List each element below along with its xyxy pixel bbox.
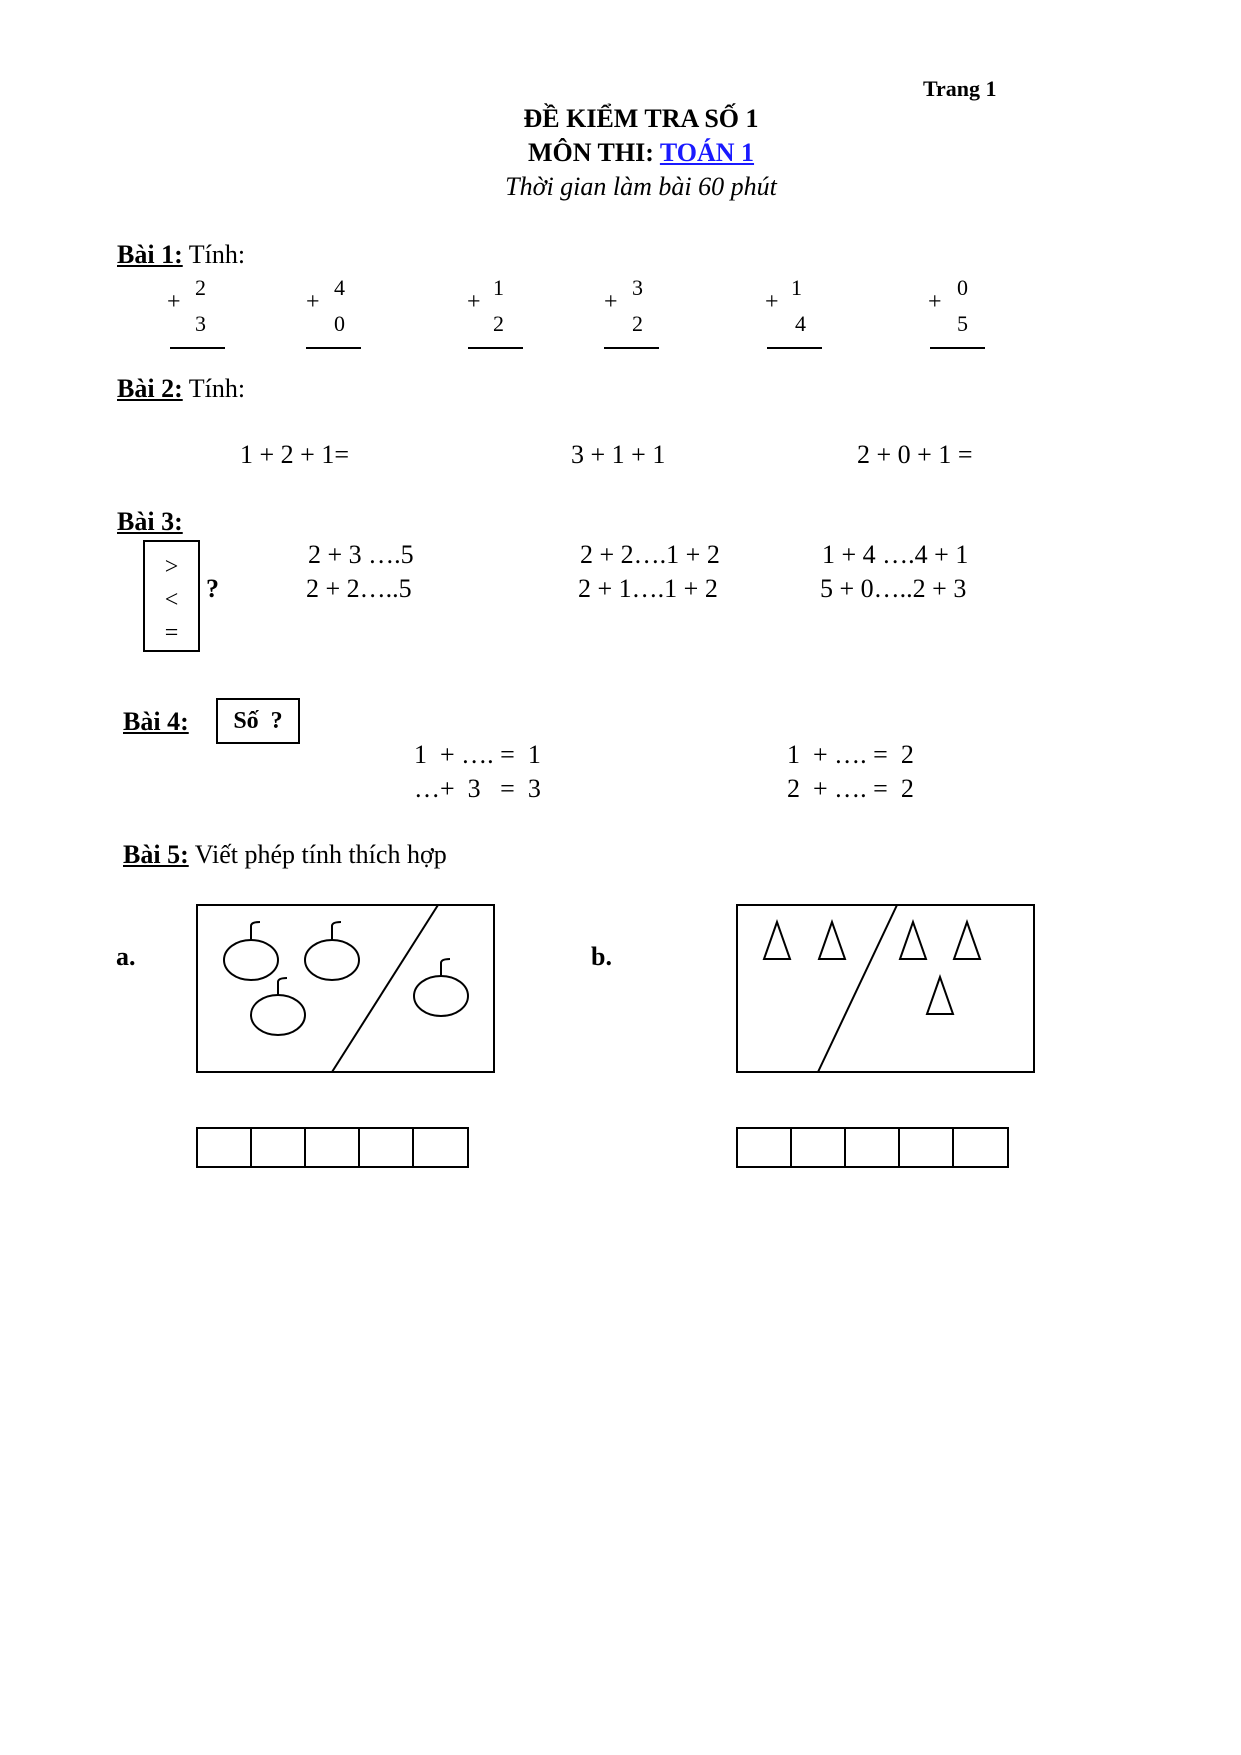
triangle-icon bbox=[954, 922, 980, 959]
addend-top: 3 bbox=[632, 275, 643, 300]
answer-line bbox=[468, 347, 523, 349]
triangle-icon bbox=[927, 977, 953, 1014]
bai2-expression: 2 + 0 + 1 = bbox=[857, 440, 973, 469]
answer-cell[interactable] bbox=[846, 1129, 900, 1166]
addend-bottom: 4 bbox=[795, 311, 806, 336]
addend-bottom: 3 bbox=[195, 311, 206, 336]
part-a-label: a. bbox=[116, 942, 136, 971]
addend-bottom: 2 bbox=[493, 311, 504, 336]
bai2-expression: 3 + 1 + 1 bbox=[571, 440, 666, 469]
bai2-instruction: Tính: bbox=[182, 374, 246, 403]
bai1-instruction: Tính: bbox=[182, 240, 246, 269]
triangle-icon bbox=[764, 922, 790, 959]
addend-top: 0 bbox=[957, 275, 968, 300]
addend-bottom: 5 bbox=[957, 311, 968, 336]
plus-sign: + bbox=[306, 289, 320, 315]
apples-picture bbox=[196, 904, 496, 1074]
answer-box-b[interactable] bbox=[736, 1127, 1009, 1168]
answer-line bbox=[170, 347, 225, 349]
plus-sign: + bbox=[167, 289, 181, 315]
answer-box-a[interactable] bbox=[196, 1127, 469, 1168]
subject-line bbox=[0, 138, 1241, 168]
fill-blank-equation: 1 + …. = 1 bbox=[414, 740, 541, 769]
greater-than-symbol: > bbox=[164, 554, 179, 580]
bai2-heading bbox=[117, 374, 245, 404]
answer-line bbox=[930, 347, 985, 349]
triangle-icon bbox=[819, 922, 845, 959]
bai5-instruction: Viết phép tính thích hợp bbox=[188, 840, 447, 869]
divider-line bbox=[332, 905, 438, 1072]
comparison-item: 1 + 4 ….4 + 1 bbox=[822, 540, 969, 569]
number-prompt-box: Số ? bbox=[216, 698, 300, 744]
bai1-heading bbox=[117, 240, 245, 270]
fill-blank-equation: …+ 3 = 3 bbox=[414, 774, 541, 803]
bai2-expression: 1 + 2 + 1= bbox=[240, 440, 349, 469]
exam-duration: Thời gian làm bài 60 phút bbox=[505, 172, 777, 201]
apple-icon bbox=[414, 959, 468, 1016]
subject-prefix: MÔN THI: bbox=[527, 138, 660, 167]
comparison-item: 2 + 1….1 + 2 bbox=[578, 574, 718, 603]
answer-cell[interactable] bbox=[252, 1129, 306, 1166]
less-than-symbol: < bbox=[164, 587, 179, 613]
page-title: ĐỀ KIỂM TRA SỐ 1 bbox=[523, 104, 759, 133]
subject-link[interactable]: TOÁN 1 bbox=[659, 138, 755, 167]
triangles-picture bbox=[736, 904, 1036, 1074]
bai5-label: Bài 5: bbox=[123, 840, 189, 869]
bai5-heading bbox=[123, 840, 447, 870]
plus-sign: + bbox=[928, 289, 942, 315]
answer-cell[interactable] bbox=[360, 1129, 414, 1166]
question-mark: ? bbox=[206, 574, 219, 603]
plus-sign: + bbox=[765, 289, 779, 315]
bai3-label: Bài 3: bbox=[117, 507, 183, 536]
plus-sign: + bbox=[604, 289, 618, 315]
bai1-label: Bài 1: bbox=[117, 240, 183, 269]
comparison-symbols-box bbox=[143, 540, 200, 652]
apple-icon bbox=[224, 922, 278, 980]
answer-line bbox=[604, 347, 659, 349]
addend-bottom: 0 bbox=[334, 311, 345, 336]
plus-sign: + bbox=[467, 289, 481, 315]
apple-icon bbox=[305, 922, 359, 980]
addend-top: 1 bbox=[493, 275, 504, 300]
answer-cell[interactable] bbox=[738, 1129, 792, 1166]
page-number: Trang 1 bbox=[923, 76, 997, 101]
bai2-label: Bài 2: bbox=[117, 374, 183, 403]
addend-top: 2 bbox=[195, 275, 206, 300]
triangle-icon bbox=[900, 922, 926, 959]
apple-icon bbox=[251, 978, 305, 1035]
comparison-item: 5 + 0…..2 + 3 bbox=[820, 574, 967, 603]
answer-cell[interactable] bbox=[900, 1129, 954, 1166]
answer-line bbox=[306, 347, 361, 349]
addend-top: 4 bbox=[334, 275, 345, 300]
equals-symbol: = bbox=[164, 620, 179, 646]
comparison-item: 2 + 3 ….5 bbox=[308, 540, 414, 569]
fill-blank-equation: 2 + …. = 2 bbox=[787, 774, 914, 803]
comparison-item: 2 + 2…..5 bbox=[306, 574, 412, 603]
fill-blank-equation: 1 + …. = 2 bbox=[787, 740, 914, 769]
addend-bottom: 2 bbox=[632, 311, 643, 336]
answer-cell[interactable] bbox=[792, 1129, 846, 1166]
answer-line bbox=[767, 347, 822, 349]
bai4-label: Bài 4: bbox=[123, 707, 189, 736]
comparison-item: 2 + 2….1 + 2 bbox=[580, 540, 720, 569]
part-b-label: b. bbox=[591, 942, 612, 971]
answer-cell[interactable] bbox=[306, 1129, 360, 1166]
addend-top: 1 bbox=[791, 275, 802, 300]
answer-cell[interactable] bbox=[198, 1129, 252, 1166]
